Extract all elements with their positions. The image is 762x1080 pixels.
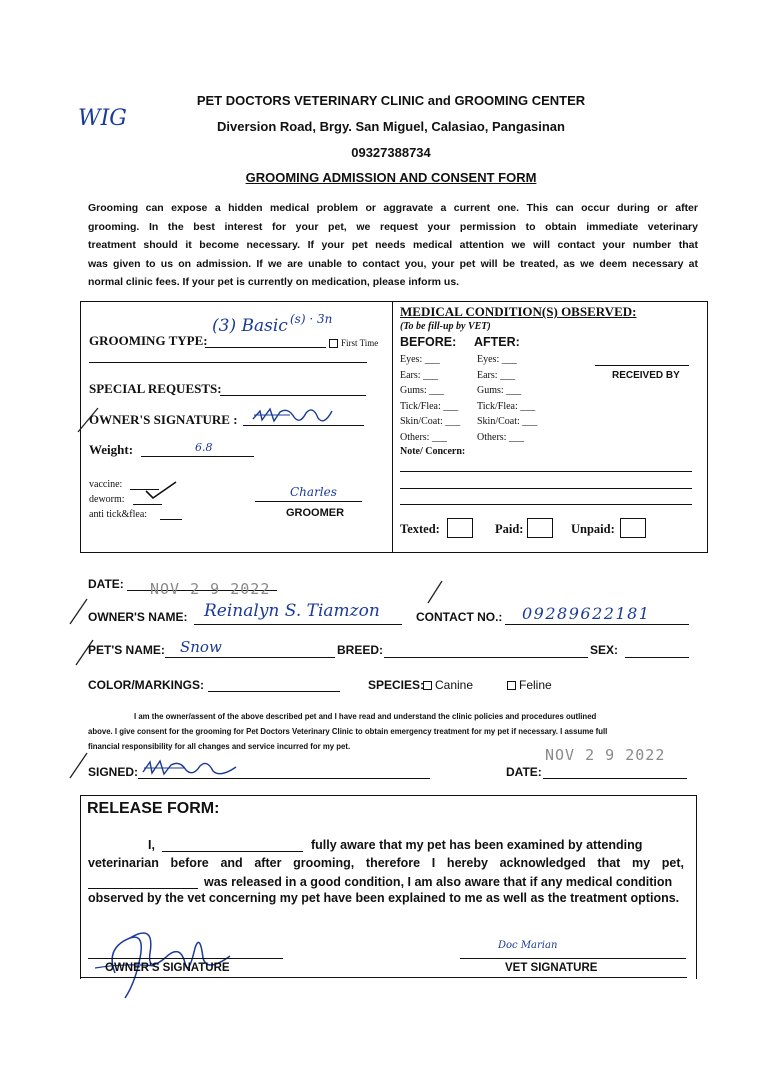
- contact-field[interactable]: [505, 624, 689, 625]
- clinic-phone: 09327388734: [351, 145, 431, 160]
- grooming-type-extra: (s) · 3n: [290, 312, 333, 326]
- sex-field[interactable]: [625, 657, 689, 658]
- consent-date-field[interactable]: [543, 778, 687, 779]
- pet-name-value: Snow: [180, 638, 222, 656]
- signed-label: SIGNED:: [88, 765, 139, 779]
- vaccine-label: vaccine:: [89, 479, 123, 490]
- grooming-type-value[interactable]: (3) Basic: [212, 316, 288, 336]
- anti-tick-label: anti tick&flea:: [89, 509, 148, 520]
- deworm-field[interactable]: [133, 504, 162, 505]
- canine-checkbox[interactable]: [423, 681, 432, 690]
- intro-line: grooming. In the best interest for your pet, we request your permission to obtain immediate veterinary: [88, 220, 698, 233]
- special-requests-field[interactable]: [220, 395, 366, 396]
- after-label: AFTER:: [474, 335, 520, 349]
- date-label: DATE:: [88, 577, 124, 591]
- grooming-type-line-2: [89, 362, 367, 363]
- owner-name-value: Reinalyn S. Tiamzon: [204, 601, 380, 621]
- owner-signature-scribble: [250, 403, 335, 429]
- first-time-option[interactable]: [329, 338, 378, 348]
- intro-line: was given to us on admission. If we are unable to contact you, your pet will be treated, as we deem necessary at: [88, 257, 698, 270]
- unpaid-option[interactable]: Unpaid:: [571, 522, 615, 536]
- deworm-checkmark: [143, 479, 179, 501]
- before-check-item: Ears: ___: [400, 369, 439, 381]
- before-check-item: Skin/Coat: ___: [400, 416, 461, 427]
- owner-signature-release-line[interactable]: [88, 958, 283, 959]
- before-check-item: Gums: ___: [400, 385, 445, 396]
- owner-name-field[interactable]: [194, 624, 402, 625]
- owner-signature-label: OWNER'S SIGNATURE :: [89, 412, 238, 427]
- release-form-title: RELEASE FORM:: [87, 800, 220, 817]
- date-stamp: NOV 2 9 2022: [150, 580, 271, 598]
- weight-field[interactable]: [141, 456, 254, 457]
- texted-option[interactable]: Texted:: [400, 522, 440, 536]
- release-i: I,: [148, 838, 155, 852]
- after-check-item: Gums: ___: [477, 385, 522, 396]
- owner-name-label: OWNER'S NAME:: [88, 610, 188, 624]
- release-line-1: fully aware that my pet has been examined by attending: [311, 838, 643, 852]
- contact-value: 09289622181: [522, 604, 651, 623]
- vet-signature-value: Doc Marian: [498, 940, 558, 951]
- grooming-type-line: [205, 347, 326, 348]
- consent-line: above. I give consent for the grooming for Pet Doctors Veterinary Clinic to obtain emergency treatment for my pet if necessary. I assume full: [88, 727, 608, 736]
- texted-checkbox[interactable]: [447, 518, 473, 538]
- vet-signature-line[interactable]: [460, 958, 686, 959]
- intro-line: treatment should it become necessary. If your pet needs medical attention we will contact your number that: [88, 239, 698, 251]
- feline-checkbox[interactable]: [507, 681, 516, 690]
- deworm-label: deworm:: [89, 494, 125, 505]
- weight-value: 6.8: [195, 441, 213, 454]
- weight-label: Weight:: [89, 442, 134, 457]
- clinic-name: PET DOCTORS VETERINARY CLINIC and GROOMING CENTER: [196, 93, 586, 108]
- paid-option[interactable]: Paid:: [495, 522, 524, 536]
- before-check-item: Others: ___: [400, 431, 447, 443]
- unpaid-checkbox[interactable]: [620, 518, 646, 538]
- color-markings-field[interactable]: [208, 691, 340, 692]
- consent-line: I am the owner/assent of the above described pet and I have read and understand the clinic policies and procedures outlined: [134, 712, 597, 721]
- groomer-label: GROOMER: [286, 507, 345, 519]
- before-check-item: Eyes: ___: [400, 354, 440, 365]
- clinic-address: Diversion Road, Brgy. San Miguel, Calasiao, Pangasinan: [217, 119, 565, 134]
- species-feline-option[interactable]: [507, 678, 552, 692]
- signed-tick: [68, 750, 90, 780]
- species-canine-option[interactable]: [423, 678, 473, 692]
- anti-tick-field[interactable]: [160, 519, 182, 520]
- after-check-item: Skin/Coat: ___: [477, 416, 538, 427]
- breed-field[interactable]: [384, 657, 588, 658]
- groomer-signature-line: [255, 501, 362, 502]
- contact-tick: [425, 579, 445, 605]
- before-checklist: [400, 352, 460, 445]
- note-concern-label: Note/ Concern:: [400, 446, 466, 457]
- note-line[interactable]: [400, 504, 692, 505]
- release-line-2: veterinarian before and after grooming, therefore I hereby acknowledged that my pet,: [88, 856, 684, 870]
- release-bottom-line: [80, 977, 687, 978]
- owner-name-tick: [68, 596, 90, 626]
- corner-handwritten-note: WIG: [78, 106, 127, 131]
- paid-checkbox[interactable]: [527, 518, 553, 538]
- release-line-3: was released in a good condition, I am also aware that if any medical condition: [204, 875, 673, 889]
- sex-label: SEX:: [590, 643, 619, 657]
- first-time-label: First Time: [341, 338, 379, 348]
- first-time-checkbox[interactable]: [329, 339, 338, 348]
- release-pet-name-field[interactable]: [88, 888, 198, 889]
- feline-label: Feline: [519, 678, 552, 692]
- breed-label: BREED:: [337, 643, 384, 657]
- intro-line: Grooming can expose a hidden medical problem or aggravate a current one. This can occur during or after: [88, 202, 698, 214]
- special-requests-label: SPECIAL REQUESTS:: [89, 381, 222, 396]
- before-label: BEFORE:: [400, 335, 457, 349]
- owner-signature-tick: [74, 405, 102, 435]
- release-owner-name-field[interactable]: [162, 851, 303, 852]
- form-title: GROOMING ADMISSION AND CONSENT FORM: [245, 170, 537, 185]
- after-check-item: Tick/Flea: ___: [477, 400, 536, 412]
- groomer-name: Charles: [290, 485, 337, 499]
- after-check-item: Others: ___: [477, 431, 524, 443]
- pet-name-label: PET'S NAME:: [88, 643, 165, 657]
- intro-line: normal clinic fees. If your pet is currently on medication, please inform us.: [88, 276, 460, 288]
- consent-date-label: DATE:: [506, 765, 542, 779]
- consent-date-stamp: NOV 2 9 2022: [545, 746, 666, 764]
- received-by-label: RECEIVED BY: [612, 370, 680, 381]
- grooming-type-label: GROOMING TYPE:: [89, 333, 208, 348]
- pet-name-field[interactable]: [165, 657, 335, 658]
- color-markings-label: COLOR/MARKINGS:: [88, 678, 204, 692]
- canine-label: Canine: [435, 678, 474, 692]
- received-by-line: [595, 365, 689, 366]
- note-line[interactable]: [400, 471, 692, 472]
- intro-paragraph: [88, 199, 698, 292]
- consent-line: financial responsibility for all changes and service incurred for my pet.: [88, 742, 351, 751]
- signed-scribble: [140, 757, 240, 779]
- before-check-item: Tick/Flea: ___: [400, 400, 459, 412]
- species-label: SPECIES:: [368, 678, 425, 692]
- after-check-item: Eyes: ___: [477, 354, 517, 365]
- note-line[interactable]: [400, 488, 692, 489]
- owner-signature-release-scribble: [85, 918, 245, 1004]
- release-line-4: observed by the vet concerning my pet have been explained to me as well as the treatment options.: [88, 891, 680, 905]
- owner-signature-release-label: OWNER'S SIGNATURE: [105, 962, 230, 974]
- medical-condition-subtitle: (To be fill-up by VET): [400, 321, 491, 332]
- after-checklist: [477, 352, 537, 445]
- contact-label: CONTACT NO.:: [416, 610, 503, 624]
- vet-signature-label: VET SIGNATURE: [505, 962, 598, 974]
- after-check-item: Ears: ___: [477, 369, 516, 381]
- medical-condition-title: MEDICAL CONDITION(S) OBSERVED:: [400, 304, 637, 319]
